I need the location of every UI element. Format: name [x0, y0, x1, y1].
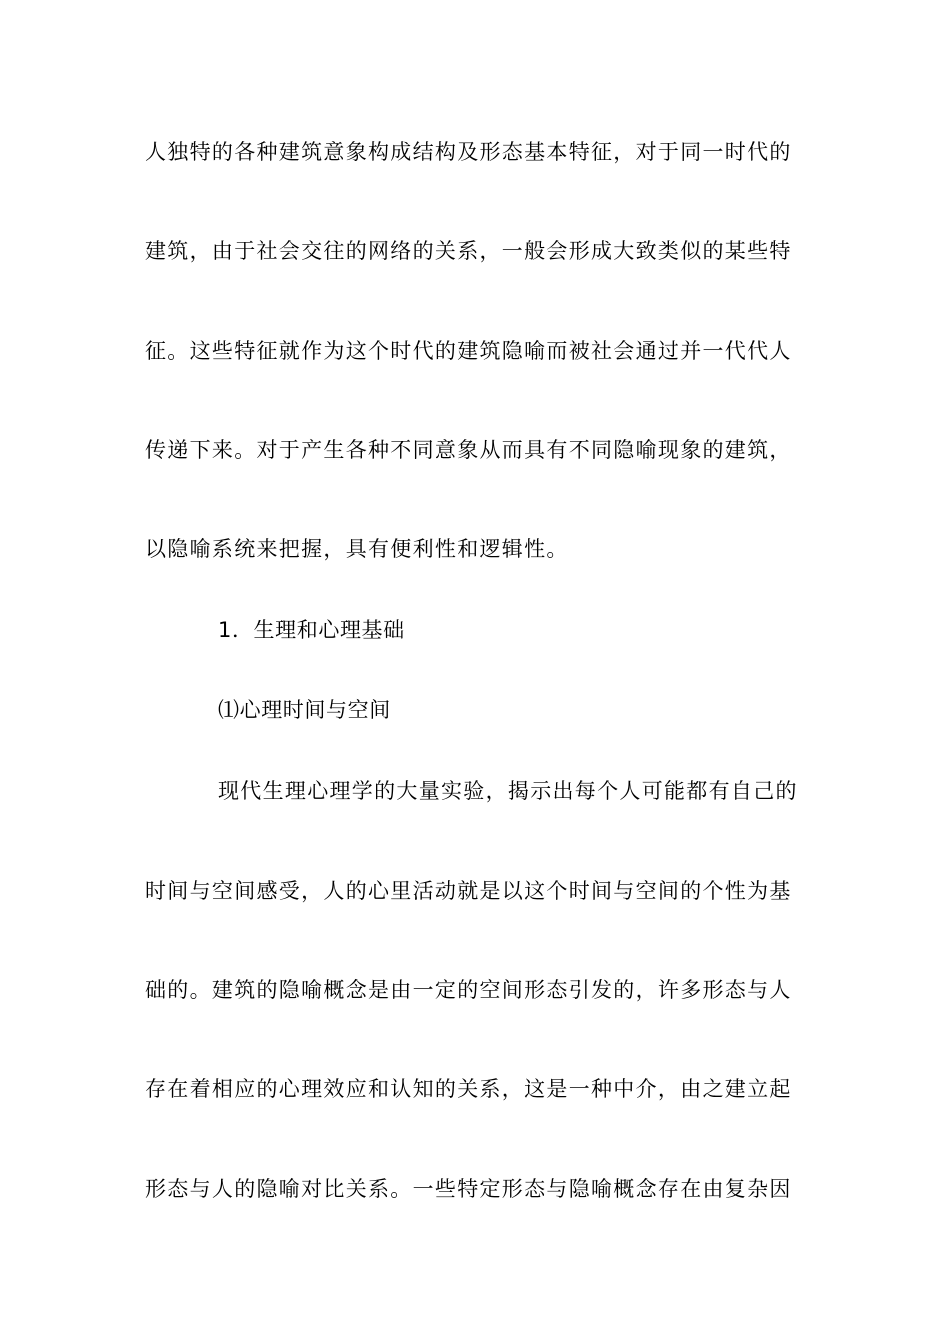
paragraph-line: 时间与空间感受，人的心里活动就是以这个时间与空间的个性为基	[145, 879, 792, 903]
paragraph-line: 现代生理心理学的大量实验，揭示出每个人可能都有自己的	[218, 779, 798, 803]
paragraph-line: 以隐喻系统来把握，具有便利性和逻辑性。	[145, 537, 569, 561]
paragraph-line: 建筑，由于社会交往的网络的关系，一般会形成大致类似的某些特	[145, 239, 792, 263]
paragraph-line: 形态与人的隐喻对比关系。一些特定形态与隐喻概念存在由复杂因	[145, 1177, 792, 1201]
paragraph-line: 征。这些特征就作为这个时代的建筑隐喻而被社会通过并一代代人	[145, 339, 792, 363]
paragraph-line: 存在着相应的心理效应和认知的关系，这是一种中介，由之建立起	[145, 1077, 792, 1101]
subsection-heading: ⑴心理时间与空间	[218, 698, 391, 722]
paragraph-line: 础的。建筑的隐喻概念是由一定的空间形态引发的，许多形态与人	[145, 978, 792, 1002]
paragraph-line: 人独特的各种建筑意象构成结构及形态基本特征，对于同一时代的	[145, 140, 792, 164]
paragraph-line: 传递下来。对于产生各种不同意象从而具有不同隐喻现象的建筑，	[145, 438, 792, 462]
section-heading: 1．生理和心理基础	[218, 618, 405, 642]
